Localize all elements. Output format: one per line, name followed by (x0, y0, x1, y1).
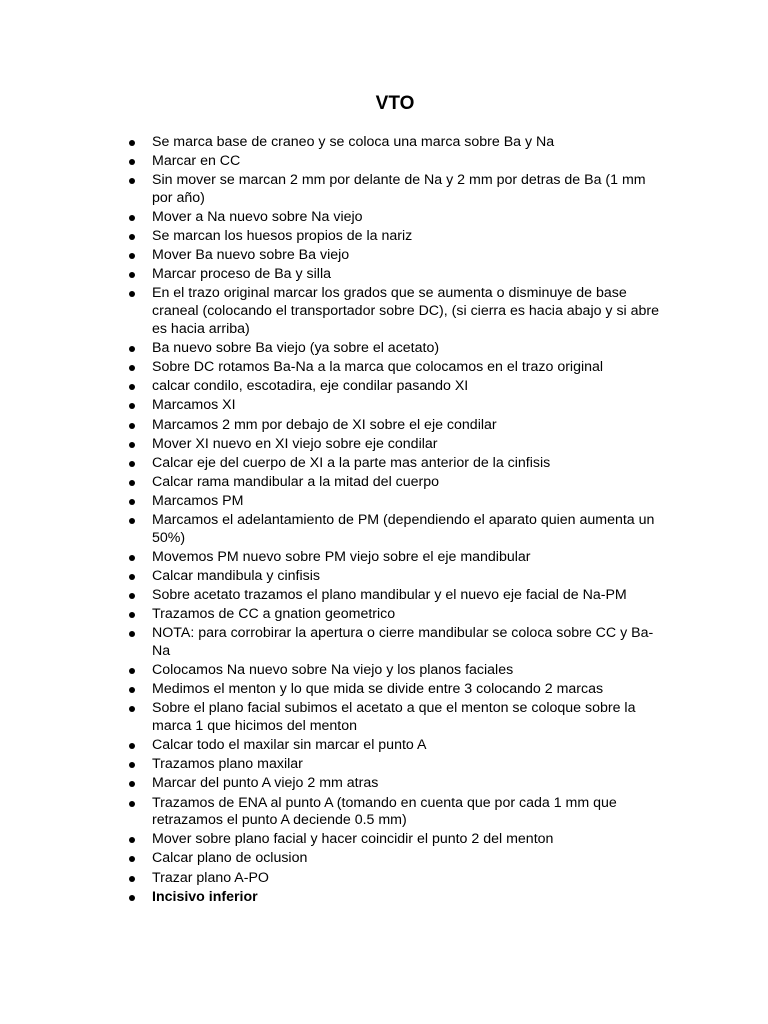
list-item (124, 172, 664, 208)
bullet-icon (129, 687, 135, 693)
list-item (124, 831, 664, 849)
list-item (124, 209, 664, 227)
bullet-icon (129, 631, 135, 637)
list-item (124, 795, 664, 831)
list-item (124, 775, 664, 793)
bullet-icon (129, 837, 135, 843)
list-item-text: Mover Ba nuevo sobre Ba viejo (152, 247, 350, 264)
list-item-text: Calcar eje del cuerpo de XI a la parte mas anterior de la cinfisis (152, 454, 551, 471)
list-item (124, 756, 664, 774)
list-item (124, 436, 664, 454)
bullet-icon (129, 291, 135, 297)
bullet-icon (129, 612, 135, 618)
list-item (124, 340, 664, 358)
list-item-text: calcar condilo, escotadira, eje condilar pasando XI (152, 378, 469, 395)
list-item-text: NOTA: para corrobirar la apertura o cierre mandibular se coloca sobre CC y Ba-Na (152, 625, 654, 660)
bullet-icon (129, 499, 135, 505)
bullet-icon (129, 346, 135, 352)
page-title: VTO (375, 93, 415, 114)
list-item-text: Sobre el plano facial subimos el acetato a que el menton se coloque sobre la marca 1 que hicimos del menton (152, 700, 636, 735)
list-item (124, 700, 664, 736)
bullet-icon (129, 706, 135, 712)
bullet-icon (129, 215, 135, 221)
list-item (124, 228, 664, 246)
list-item (124, 247, 664, 265)
list-item (124, 549, 664, 567)
bullet-icon (129, 253, 135, 259)
bullet-icon (129, 801, 135, 807)
list-item-text: En el trazo original marcar los grados que se aumenta o disminuye de base craneal (colocando el transportador sobre DC), (si cierra es hacia abajo y si abre es hacia arriba) (152, 285, 660, 338)
list-item (124, 737, 664, 755)
list-item-text: Marcamos el adelantamiento de PM (dependiendo el aparato quien aumenta un 50%) (152, 511, 655, 546)
list-item (124, 512, 664, 548)
bullet-icon (129, 668, 135, 674)
list-item-text: Marcamos XI (152, 397, 236, 414)
list-item-text: Trazar plano A-PO (152, 869, 269, 886)
list-item-text: Se marcan los huesos propios de la nariz (152, 228, 413, 245)
list-item-text: Sobre acetato trazamos el plano mandibular y el nuevo eje facial de Na-PM (152, 587, 627, 604)
list-item (124, 455, 664, 473)
bullet-icon (129, 272, 135, 278)
list-item-text: Marcamos 2 mm por debajo de XI sobre el eje condilar (152, 416, 497, 433)
list-item (124, 417, 664, 435)
list-item-text: Ba nuevo sobre Ba viejo (ya sobre el acetato) (152, 340, 440, 357)
list-item-text: Se marca base de craneo y se coloca una marca sobre Ba y Na (152, 134, 555, 150)
list-item (124, 493, 664, 511)
bullet-icon (129, 555, 135, 561)
bullet-list (124, 134, 664, 908)
list-item (124, 153, 664, 171)
bullet-icon (129, 743, 135, 749)
bullet-icon (129, 159, 135, 165)
bullet-icon (129, 384, 135, 390)
bullet-icon (129, 480, 135, 486)
list-item (124, 681, 664, 699)
bullet-icon (129, 178, 135, 184)
list-item (124, 587, 664, 605)
list-item (124, 397, 664, 415)
bullet-icon (129, 876, 135, 882)
bullet-icon (129, 365, 135, 371)
list-item (124, 850, 664, 868)
bullet-icon (129, 856, 135, 862)
list-item-text: Marcar del punto A viejo 2 mm atras (152, 775, 379, 792)
bullet-icon (129, 461, 135, 467)
list-item (124, 662, 664, 680)
list-item (124, 474, 664, 492)
list-item-text: Marcar en CC (152, 153, 241, 170)
list-item (124, 606, 664, 624)
bullet-icon (129, 762, 135, 768)
bullet-icon (129, 403, 135, 409)
list-item (124, 134, 664, 152)
list-item (124, 889, 664, 907)
bullet-icon (129, 442, 135, 448)
list-item-text: Trazamos de CC a gnation geometrico (152, 606, 396, 623)
list-item (124, 568, 664, 586)
list-item-text: Calcar plano de oclusion (152, 850, 308, 867)
list-item (124, 625, 664, 661)
bullet-icon (129, 895, 135, 901)
list-item-text: Calcar mandibula y cinfisis (152, 567, 320, 584)
bullet-icon (129, 781, 135, 787)
bullet-icon (129, 423, 135, 429)
bullet-icon (129, 574, 135, 580)
list-item-text: Trazamos de ENA al punto A (tomando en cuenta que por cada 1 mm que retrazamos el punto A deciende 0.5 mm) (152, 794, 617, 829)
list-item-text: Mover sobre plano facial y hacer coincidir el punto 2 del menton (152, 831, 554, 848)
bullet-icon (129, 593, 135, 599)
list-item (124, 359, 664, 377)
list-item-text: Marcamos PM (152, 492, 244, 509)
bullet-icon (129, 140, 135, 146)
list-item (124, 285, 664, 338)
list-item-text: Mover XI nuevo en XI viejo sobre eje condilar (152, 435, 438, 452)
list-item-text: Medimos el menton y lo que mida se divide entre 3 colocando 2 marcas (152, 681, 604, 698)
bullet-icon (129, 234, 135, 240)
list-item-text: Incisivo inferior (152, 888, 258, 905)
list-item-text: Trazamos plano maxilar (152, 756, 303, 773)
list-item-text: Sin mover se marcan 2 mm por delante de Na y 2 mm por detras de Ba (1 mm por año) (152, 172, 646, 206)
list-item (124, 870, 664, 888)
list-item (124, 266, 664, 284)
list-item-text: Sobre DC rotamos Ba-Na a la marca que colocamos en el trazo original (152, 359, 604, 376)
list-item-text: Calcar todo el maxilar sin marcar el punto A (152, 737, 427, 754)
bullet-icon (129, 518, 135, 524)
list-item-text: Mover a Na nuevo sobre Na viejo (152, 209, 363, 226)
list-item-text: Calcar rama mandibular a la mitad del cuerpo (152, 473, 440, 490)
list-item-text: Marcar proceso de Ba y silla (152, 266, 331, 283)
list-item-text: Movemos PM nuevo sobre PM viejo sobre el eje mandibular (152, 548, 531, 565)
list-item-text: Colocamos Na nuevo sobre Na viejo y los planos faciales (152, 662, 514, 679)
list-item (124, 378, 664, 396)
